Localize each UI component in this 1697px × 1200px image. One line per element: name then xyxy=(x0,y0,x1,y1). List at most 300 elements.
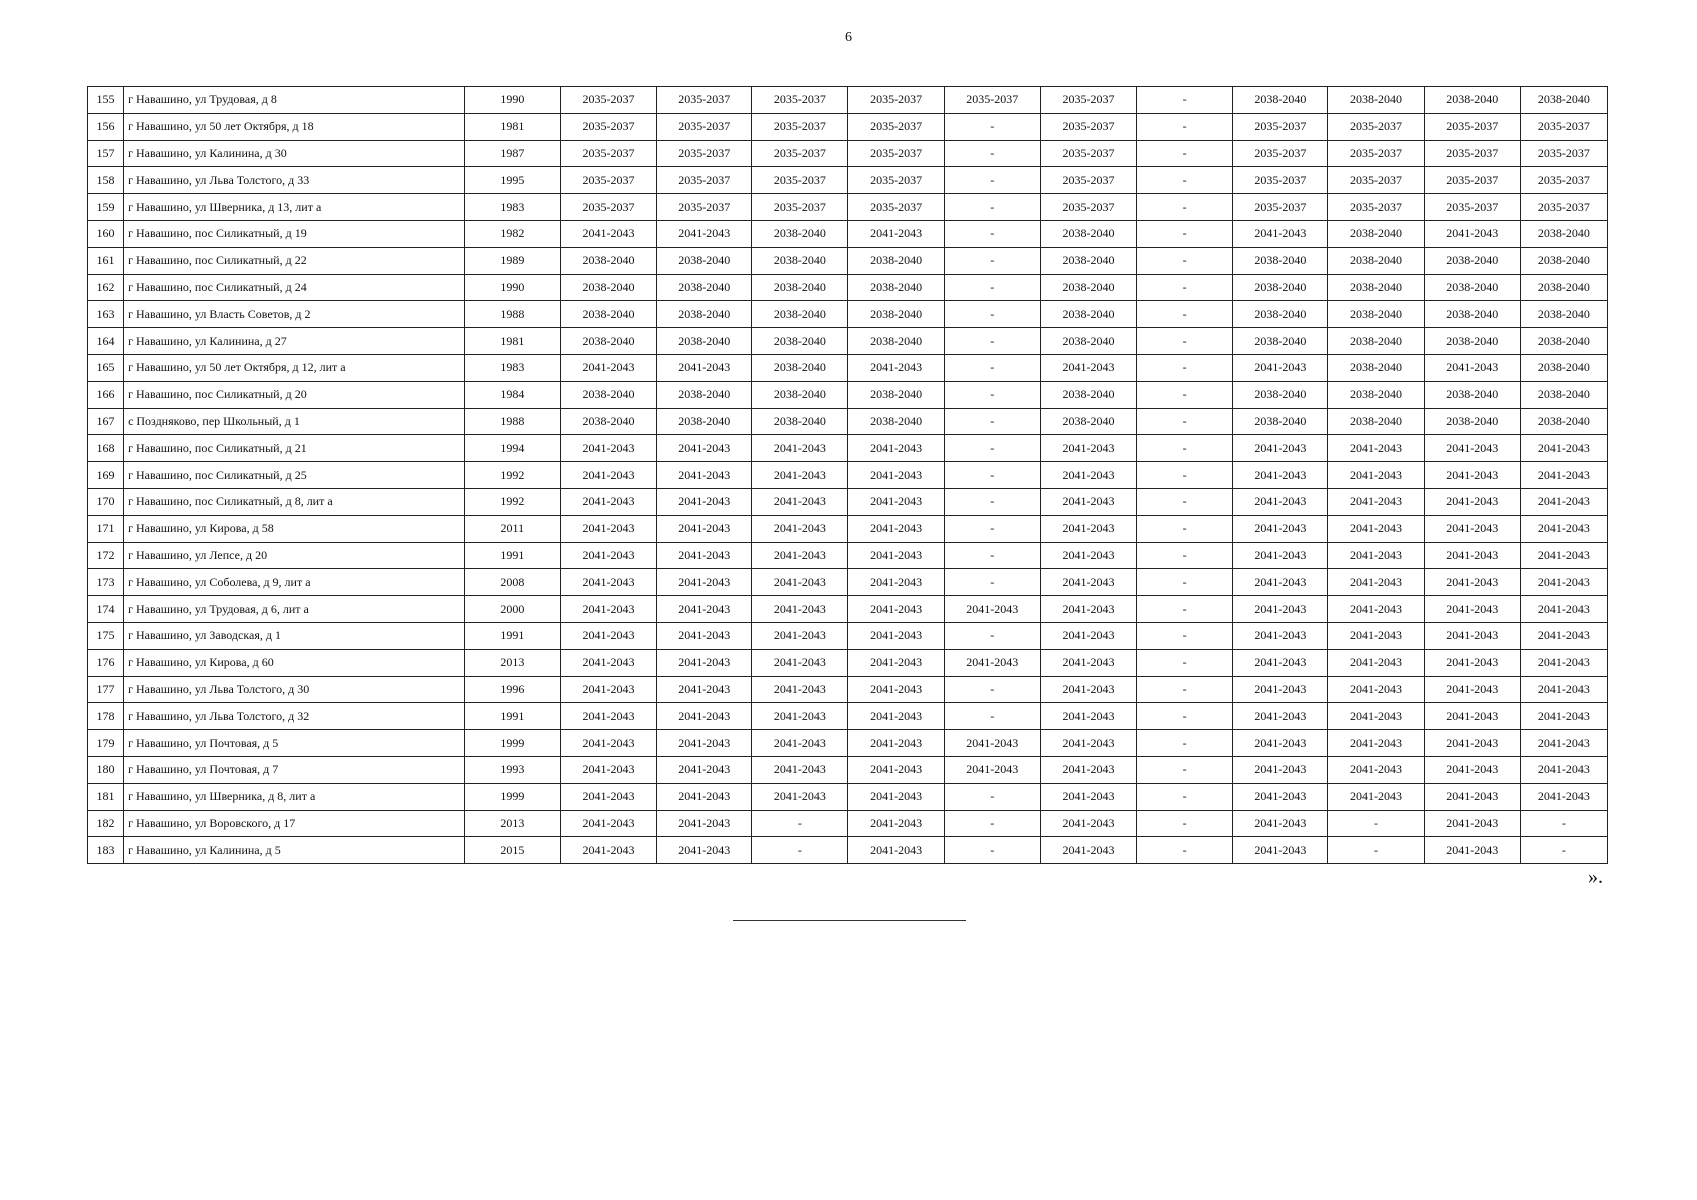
repair-period-cell: 2041-2043 xyxy=(1040,649,1136,676)
repair-period-cell: 2041-2043 xyxy=(1424,703,1520,730)
repair-period-cell: - xyxy=(944,515,1040,542)
repair-period-cell: 2041-2043 xyxy=(1328,596,1424,623)
repair-period-cell: 2035-2037 xyxy=(752,194,848,221)
repair-period-cell: 2041-2043 xyxy=(1328,756,1424,783)
repair-period-cell: - xyxy=(944,381,1040,408)
repair-period-cell: 2035-2037 xyxy=(1040,87,1136,114)
repair-period-cell: - xyxy=(1137,462,1233,489)
repair-period-cell: 2041-2043 xyxy=(560,756,656,783)
address-cell: г Навашино, ул Воровского, д 17 xyxy=(124,810,465,837)
repair-period-cell: 2041-2043 xyxy=(848,703,944,730)
repair-period-cell: 2038-2040 xyxy=(1424,247,1520,274)
repair-period-cell: - xyxy=(1137,140,1233,167)
repair-period-cell: 2041-2043 xyxy=(1328,703,1424,730)
repair-period-cell: 2041-2043 xyxy=(560,542,656,569)
repair-period-cell: 2041-2043 xyxy=(848,569,944,596)
table-row xyxy=(88,113,1608,140)
row-number-cell: 155 xyxy=(88,87,124,114)
build-year-cell: 1984 xyxy=(464,381,560,408)
repair-period-cell: 2035-2037 xyxy=(1424,194,1520,221)
repair-period-cell: 2041-2043 xyxy=(1520,515,1607,542)
repair-period-cell: 2038-2040 xyxy=(1424,301,1520,328)
repair-period-cell: 2041-2043 xyxy=(657,488,752,515)
repair-period-cell: 2041-2043 xyxy=(1233,569,1328,596)
repair-period-cell: 2041-2043 xyxy=(752,542,848,569)
repair-period-cell: 2041-2043 xyxy=(1233,622,1328,649)
repair-period-cell: 2038-2040 xyxy=(752,354,848,381)
repair-period-cell: 2035-2037 xyxy=(1040,140,1136,167)
repair-period-cell: - xyxy=(1137,837,1233,864)
address-cell: с Поздняково, пер Школьный, д 1 xyxy=(124,408,465,435)
repair-period-cell: 2041-2043 xyxy=(752,622,848,649)
repair-period-cell: 2041-2043 xyxy=(1520,622,1607,649)
repair-period-cell: 2041-2043 xyxy=(560,435,656,462)
repair-period-cell: 2041-2043 xyxy=(848,756,944,783)
repair-period-cell: 2041-2043 xyxy=(848,649,944,676)
repair-period-cell: 2041-2043 xyxy=(1424,756,1520,783)
table-row xyxy=(88,301,1608,328)
repair-period-cell: 2041-2043 xyxy=(560,488,656,515)
repair-period-cell: - xyxy=(944,408,1040,435)
repair-period-cell: 2041-2043 xyxy=(560,220,656,247)
repair-period-cell: 2041-2043 xyxy=(1424,596,1520,623)
repair-period-cell: 2035-2037 xyxy=(1424,140,1520,167)
row-number-cell: 177 xyxy=(88,676,124,703)
repair-period-cell: 2038-2040 xyxy=(1328,408,1424,435)
repair-period-cell: 2035-2037 xyxy=(1233,167,1328,194)
address-cell: г Навашино, ул Заводская, д 1 xyxy=(124,622,465,649)
repair-period-cell: 2038-2040 xyxy=(657,408,752,435)
repair-period-cell: 2038-2040 xyxy=(752,381,848,408)
repair-period-cell: 2041-2043 xyxy=(1040,837,1136,864)
row-number-cell: 170 xyxy=(88,488,124,515)
repair-period-cell: 2041-2043 xyxy=(848,462,944,489)
repair-period-cell: 2038-2040 xyxy=(1233,87,1328,114)
repair-period-cell: 2038-2040 xyxy=(560,247,656,274)
repair-period-cell: - xyxy=(1137,220,1233,247)
repair-period-cell: 2041-2043 xyxy=(560,596,656,623)
repair-period-cell: 2041-2043 xyxy=(1040,354,1136,381)
repair-period-cell: 2041-2043 xyxy=(657,462,752,489)
build-year-cell: 1993 xyxy=(464,756,560,783)
repair-period-cell: 2041-2043 xyxy=(1520,730,1607,757)
repair-period-cell: 2041-2043 xyxy=(1233,837,1328,864)
row-number-cell: 169 xyxy=(88,462,124,489)
repair-period-cell: 2041-2043 xyxy=(1040,730,1136,757)
build-year-cell: 2011 xyxy=(464,515,560,542)
repair-period-cell: 2041-2043 xyxy=(848,730,944,757)
repair-period-cell: 2038-2040 xyxy=(657,274,752,301)
table-row xyxy=(88,194,1608,221)
build-year-cell: 1982 xyxy=(464,220,560,247)
repair-period-cell: 2041-2043 xyxy=(848,837,944,864)
address-cell: г Навашино, пос Силикатный, д 25 xyxy=(124,462,465,489)
repair-period-cell: 2041-2043 xyxy=(1233,435,1328,462)
repair-period-cell: 2041-2043 xyxy=(944,649,1040,676)
repair-period-cell: 2041-2043 xyxy=(1040,810,1136,837)
build-year-cell: 2008 xyxy=(464,569,560,596)
repair-period-cell: 2041-2043 xyxy=(1040,435,1136,462)
repair-period-cell: 2041-2043 xyxy=(1233,703,1328,730)
repair-period-cell: - xyxy=(752,810,848,837)
repair-period-cell: - xyxy=(944,622,1040,649)
repair-period-cell: 2038-2040 xyxy=(1328,328,1424,355)
build-year-cell: 1989 xyxy=(464,247,560,274)
row-number-cell: 174 xyxy=(88,596,124,623)
address-cell: г Навашино, ул Калинина, д 5 xyxy=(124,837,465,864)
repair-period-cell: 2041-2043 xyxy=(848,515,944,542)
repair-period-cell: 2041-2043 xyxy=(1328,569,1424,596)
repair-period-cell: - xyxy=(944,569,1040,596)
repair-period-cell: 2041-2043 xyxy=(1520,542,1607,569)
repair-period-cell: 2038-2040 xyxy=(848,328,944,355)
repair-period-cell: 2041-2043 xyxy=(1520,462,1607,489)
repair-period-cell: 2041-2043 xyxy=(752,462,848,489)
repair-period-cell: 2041-2043 xyxy=(1328,515,1424,542)
table-row xyxy=(88,408,1608,435)
repair-period-cell: 2035-2037 xyxy=(752,167,848,194)
repair-period-cell: 2035-2037 xyxy=(752,113,848,140)
repair-period-cell: 2041-2043 xyxy=(752,703,848,730)
repair-period-cell: 2041-2043 xyxy=(657,354,752,381)
repair-period-cell: - xyxy=(944,140,1040,167)
repair-period-cell: 2038-2040 xyxy=(848,381,944,408)
repair-period-cell: - xyxy=(944,676,1040,703)
repair-period-cell: 2041-2043 xyxy=(560,837,656,864)
repair-period-cell: - xyxy=(944,703,1040,730)
repair-period-cell: 2041-2043 xyxy=(1424,515,1520,542)
address-cell: г Навашино, пос Силикатный, д 24 xyxy=(124,274,465,301)
repair-period-cell: 2035-2037 xyxy=(1040,113,1136,140)
build-year-cell: 1981 xyxy=(464,113,560,140)
repair-period-cell: 2038-2040 xyxy=(752,328,848,355)
build-year-cell: 2013 xyxy=(464,810,560,837)
repair-period-cell: - xyxy=(1137,354,1233,381)
repair-period-cell: 2035-2037 xyxy=(1520,113,1607,140)
build-year-cell: 1988 xyxy=(464,301,560,328)
repair-period-cell: - xyxy=(1137,783,1233,810)
row-number-cell: 172 xyxy=(88,542,124,569)
row-number-cell: 173 xyxy=(88,569,124,596)
table-row xyxy=(88,354,1608,381)
row-number-cell: 181 xyxy=(88,783,124,810)
address-cell: г Навашино, ул 50 лет Октября, д 18 xyxy=(124,113,465,140)
repair-period-cell: 2041-2043 xyxy=(657,220,752,247)
repair-period-cell: 2041-2043 xyxy=(1520,756,1607,783)
build-year-cell: 1983 xyxy=(464,194,560,221)
repair-schedule-table xyxy=(87,86,1608,864)
repair-period-cell: 2041-2043 xyxy=(1040,783,1136,810)
repair-period-cell: 2041-2043 xyxy=(752,756,848,783)
repair-period-cell: 2035-2037 xyxy=(657,87,752,114)
repair-period-cell: 2038-2040 xyxy=(1040,301,1136,328)
repair-period-cell: 2038-2040 xyxy=(1233,381,1328,408)
row-number-cell: 158 xyxy=(88,167,124,194)
repair-period-cell: 2038-2040 xyxy=(1233,328,1328,355)
address-cell: г Навашино, ул Власть Советов, д 2 xyxy=(124,301,465,328)
repair-period-cell: 2038-2040 xyxy=(1424,328,1520,355)
repair-period-cell: 2041-2043 xyxy=(848,220,944,247)
repair-period-cell: - xyxy=(752,837,848,864)
build-year-cell: 2015 xyxy=(464,837,560,864)
address-cell: г Навашино, ул Льва Толстого, д 30 xyxy=(124,676,465,703)
repair-period-cell: 2035-2037 xyxy=(1040,167,1136,194)
row-number-cell: 161 xyxy=(88,247,124,274)
repair-period-cell: 2041-2043 xyxy=(752,515,848,542)
repair-period-cell: 2041-2043 xyxy=(848,810,944,837)
repair-period-cell: 2038-2040 xyxy=(1424,87,1520,114)
repair-period-cell: 2041-2043 xyxy=(1233,730,1328,757)
repair-period-cell: - xyxy=(944,462,1040,489)
table-row xyxy=(88,220,1608,247)
repair-period-cell: 2038-2040 xyxy=(752,274,848,301)
repair-period-cell: 2038-2040 xyxy=(1520,301,1607,328)
repair-period-cell: 2038-2040 xyxy=(1328,274,1424,301)
repair-period-cell: 2038-2040 xyxy=(752,220,848,247)
repair-period-cell: 2035-2037 xyxy=(1328,140,1424,167)
repair-period-cell: 2035-2037 xyxy=(848,113,944,140)
row-number-cell: 180 xyxy=(88,756,124,783)
repair-period-cell: 2041-2043 xyxy=(1233,542,1328,569)
page-number: 6 xyxy=(845,30,852,45)
repair-period-cell: - xyxy=(944,435,1040,462)
table-row xyxy=(88,542,1608,569)
row-number-cell: 159 xyxy=(88,194,124,221)
repair-period-cell: 2035-2037 xyxy=(560,167,656,194)
repair-period-cell: - xyxy=(1137,301,1233,328)
repair-period-cell: 2041-2043 xyxy=(1040,756,1136,783)
repair-period-cell: 2038-2040 xyxy=(1233,408,1328,435)
repair-period-cell: 2041-2043 xyxy=(1424,462,1520,489)
repair-period-cell: 2041-2043 xyxy=(1040,703,1136,730)
repair-period-cell: 2035-2037 xyxy=(848,167,944,194)
address-cell: г Навашино, ул Калинина, д 27 xyxy=(124,328,465,355)
repair-period-cell: 2041-2043 xyxy=(560,783,656,810)
repair-period-cell: 2038-2040 xyxy=(752,247,848,274)
repair-period-cell: - xyxy=(1137,381,1233,408)
repair-period-cell: 2035-2037 xyxy=(848,87,944,114)
repair-period-cell: 2041-2043 xyxy=(1520,703,1607,730)
build-year-cell: 1999 xyxy=(464,730,560,757)
repair-period-cell: - xyxy=(1137,274,1233,301)
repair-period-cell: - xyxy=(1137,756,1233,783)
repair-period-cell: 2035-2037 xyxy=(1040,194,1136,221)
table-row xyxy=(88,756,1608,783)
repair-period-cell: 2038-2040 xyxy=(1520,274,1607,301)
row-number-cell: 168 xyxy=(88,435,124,462)
repair-period-cell: 2035-2037 xyxy=(560,87,656,114)
build-year-cell: 1991 xyxy=(464,542,560,569)
repair-period-cell: - xyxy=(944,220,1040,247)
repair-period-cell: 2041-2043 xyxy=(560,649,656,676)
repair-period-cell: - xyxy=(1137,435,1233,462)
repair-period-cell: 2041-2043 xyxy=(1424,676,1520,703)
repair-period-cell: 2038-2040 xyxy=(560,301,656,328)
repair-period-cell: 2041-2043 xyxy=(752,783,848,810)
repair-period-cell: - xyxy=(1137,649,1233,676)
repair-period-cell: 2035-2037 xyxy=(752,87,848,114)
row-number-cell: 179 xyxy=(88,730,124,757)
repair-period-cell: 2041-2043 xyxy=(1233,676,1328,703)
build-year-cell: 1994 xyxy=(464,435,560,462)
repair-period-cell: 2041-2043 xyxy=(560,676,656,703)
row-number-cell: 171 xyxy=(88,515,124,542)
repair-period-cell: 2041-2043 xyxy=(657,837,752,864)
address-cell: г Навашино, ул Кирова, д 60 xyxy=(124,649,465,676)
build-year-cell: 1996 xyxy=(464,676,560,703)
repair-period-cell: 2041-2043 xyxy=(1424,488,1520,515)
repair-period-cell: 2038-2040 xyxy=(848,301,944,328)
repair-period-cell: 2038-2040 xyxy=(1520,381,1607,408)
repair-period-cell: 2041-2043 xyxy=(1424,220,1520,247)
repair-period-cell: 2038-2040 xyxy=(1520,328,1607,355)
address-cell: г Навашино, ул Калинина, д 30 xyxy=(124,140,465,167)
repair-period-cell: 2041-2043 xyxy=(848,354,944,381)
row-number-cell: 164 xyxy=(88,328,124,355)
address-cell: г Навашино, пос Силикатный, д 20 xyxy=(124,381,465,408)
repair-period-cell: 2041-2043 xyxy=(560,462,656,489)
address-cell: г Навашино, ул Соболева, д 9, лит а xyxy=(124,569,465,596)
table-row xyxy=(88,87,1608,114)
repair-period-cell: 2035-2037 xyxy=(1520,140,1607,167)
repair-period-cell: 2038-2040 xyxy=(657,247,752,274)
repair-period-cell: 2041-2043 xyxy=(1520,783,1607,810)
repair-period-cell: 2038-2040 xyxy=(1328,301,1424,328)
closing-quote-mark: ». xyxy=(1588,866,1603,888)
repair-period-cell: - xyxy=(1328,810,1424,837)
repair-period-cell: 2038-2040 xyxy=(1520,220,1607,247)
repair-period-cell: 2041-2043 xyxy=(657,783,752,810)
repair-period-cell: 2041-2043 xyxy=(1424,837,1520,864)
repair-period-cell: 2038-2040 xyxy=(560,274,656,301)
repair-period-cell: - xyxy=(1520,810,1607,837)
address-cell: г Навашино, ул Почтовая, д 7 xyxy=(124,756,465,783)
repair-period-cell: 2041-2043 xyxy=(1424,783,1520,810)
repair-period-cell: - xyxy=(944,167,1040,194)
repair-period-cell: - xyxy=(1137,87,1233,114)
repair-period-cell: 2038-2040 xyxy=(1040,247,1136,274)
repair-period-cell: 2041-2043 xyxy=(657,622,752,649)
repair-period-cell: 2038-2040 xyxy=(1520,354,1607,381)
address-cell: г Навашино, ул Шверника, д 8, лит а xyxy=(124,783,465,810)
table-body xyxy=(88,87,1608,864)
repair-period-cell: 2041-2043 xyxy=(657,703,752,730)
row-number-cell: 160 xyxy=(88,220,124,247)
repair-period-cell: - xyxy=(1520,837,1607,864)
build-year-cell: 1988 xyxy=(464,408,560,435)
repair-period-cell: 2038-2040 xyxy=(560,381,656,408)
repair-period-cell: 2041-2043 xyxy=(560,730,656,757)
row-number-cell: 176 xyxy=(88,649,124,676)
build-year-cell: 1995 xyxy=(464,167,560,194)
build-year-cell: 1990 xyxy=(464,87,560,114)
repair-period-cell: 2041-2043 xyxy=(1040,462,1136,489)
build-year-cell: 2013 xyxy=(464,649,560,676)
repair-period-cell: - xyxy=(944,542,1040,569)
repair-period-cell: 2038-2040 xyxy=(1040,381,1136,408)
repair-period-cell: - xyxy=(944,113,1040,140)
repair-period-cell: - xyxy=(944,488,1040,515)
repair-period-cell: - xyxy=(944,194,1040,221)
repair-period-cell: - xyxy=(1137,676,1233,703)
repair-period-cell: 2041-2043 xyxy=(1233,756,1328,783)
repair-period-cell: 2041-2043 xyxy=(657,730,752,757)
build-year-cell: 1992 xyxy=(464,488,560,515)
repair-period-cell: 2035-2037 xyxy=(1233,113,1328,140)
table-row xyxy=(88,488,1608,515)
repair-period-cell: 2041-2043 xyxy=(1520,676,1607,703)
repair-period-cell: - xyxy=(1137,488,1233,515)
repair-period-cell: 2041-2043 xyxy=(944,596,1040,623)
repair-period-cell: 2038-2040 xyxy=(657,301,752,328)
repair-period-cell: - xyxy=(1137,408,1233,435)
repair-period-cell: 2041-2043 xyxy=(657,435,752,462)
repair-period-cell: 2038-2040 xyxy=(848,274,944,301)
repair-period-cell: 2041-2043 xyxy=(1040,488,1136,515)
build-year-cell: 1991 xyxy=(464,703,560,730)
repair-period-cell: 2038-2040 xyxy=(752,301,848,328)
repair-period-cell: 2041-2043 xyxy=(1520,435,1607,462)
repair-period-cell: - xyxy=(1137,328,1233,355)
repair-period-cell: - xyxy=(1137,730,1233,757)
build-year-cell: 1987 xyxy=(464,140,560,167)
repair-period-cell: 2035-2037 xyxy=(1328,194,1424,221)
repair-period-cell: 2041-2043 xyxy=(1233,783,1328,810)
address-cell: г Навашино, пос Силикатный, д 19 xyxy=(124,220,465,247)
repair-period-cell: 2041-2043 xyxy=(560,810,656,837)
row-number-cell: 175 xyxy=(88,622,124,649)
repair-period-cell: 2041-2043 xyxy=(848,488,944,515)
repair-period-cell: 2038-2040 xyxy=(1424,274,1520,301)
repair-period-cell: 2041-2043 xyxy=(1520,649,1607,676)
repair-period-cell: 2038-2040 xyxy=(560,408,656,435)
repair-period-cell: 2035-2037 xyxy=(752,140,848,167)
repair-period-cell: 2041-2043 xyxy=(1040,596,1136,623)
repair-period-cell: 2041-2043 xyxy=(657,515,752,542)
address-cell: г Навашино, пос Силикатный, д 8, лит а xyxy=(124,488,465,515)
repair-period-cell: 2041-2043 xyxy=(1520,569,1607,596)
repair-period-cell: 2041-2043 xyxy=(1424,542,1520,569)
repair-period-cell: 2035-2037 xyxy=(560,140,656,167)
repair-period-cell: - xyxy=(1137,542,1233,569)
repair-period-cell: 2038-2040 xyxy=(1328,220,1424,247)
repair-period-cell: 2038-2040 xyxy=(1328,381,1424,408)
row-number-cell: 182 xyxy=(88,810,124,837)
repair-period-cell: - xyxy=(944,274,1040,301)
address-cell: г Навашино, ул Трудовая, д 8 xyxy=(124,87,465,114)
repair-period-cell: 2035-2037 xyxy=(657,194,752,221)
repair-period-cell: 2035-2037 xyxy=(560,113,656,140)
repair-period-cell: 2041-2043 xyxy=(560,703,656,730)
repair-period-cell: 2038-2040 xyxy=(1233,247,1328,274)
repair-period-cell: 2035-2037 xyxy=(657,167,752,194)
address-cell: г Навашино, пос Силикатный, д 22 xyxy=(124,247,465,274)
build-year-cell: 1991 xyxy=(464,622,560,649)
table-row xyxy=(88,837,1608,864)
row-number-cell: 165 xyxy=(88,354,124,381)
repair-period-cell: 2041-2043 xyxy=(560,515,656,542)
address-cell: г Навашино, ул Шверника, д 13, лит а xyxy=(124,194,465,221)
repair-period-cell: 2038-2040 xyxy=(657,328,752,355)
repair-period-cell: 2041-2043 xyxy=(560,622,656,649)
repair-period-cell: 2041-2043 xyxy=(1328,542,1424,569)
table-row xyxy=(88,247,1608,274)
row-number-cell: 183 xyxy=(88,837,124,864)
repair-period-cell: 2035-2037 xyxy=(657,140,752,167)
address-cell: г Навашино, пос Силикатный, д 21 xyxy=(124,435,465,462)
repair-period-cell: 2041-2043 xyxy=(752,569,848,596)
repair-period-cell: 2041-2043 xyxy=(1424,622,1520,649)
